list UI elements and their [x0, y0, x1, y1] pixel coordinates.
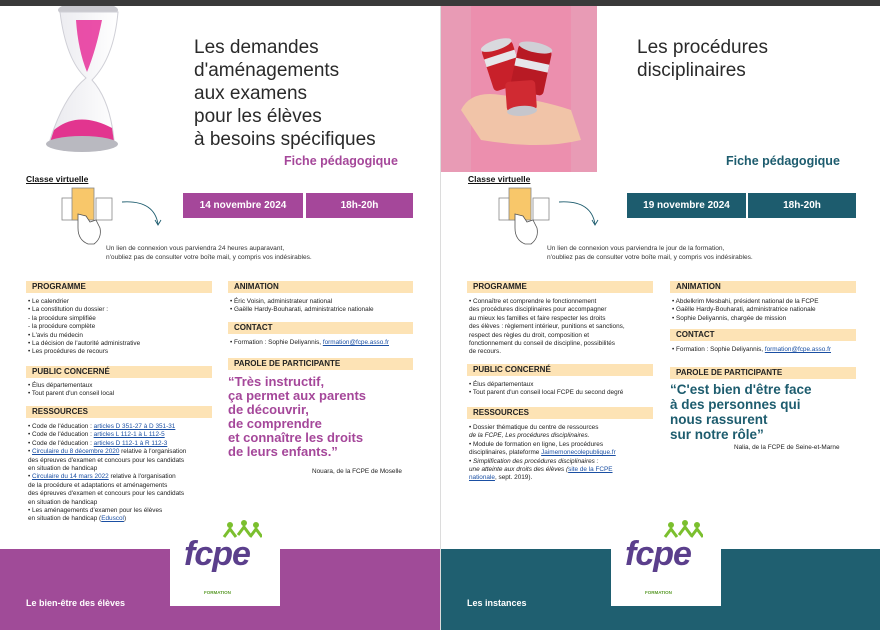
list-item [28, 482, 186, 490]
item-text: relative à l'organisation [119, 448, 187, 456]
connection-note-line: n'oubliez pas de consulter votre boîte mail, y compris vos indésirables. [547, 254, 753, 261]
item-text: en situation de handicap ( [28, 515, 102, 523]
contact-header: CONTACT [228, 322, 413, 334]
connection-note-line: Un lien de connexion vous parviendra le jour de la formation, [547, 245, 725, 252]
list-item: - la procédure complète [28, 323, 96, 331]
list-item: • Connaître et comprendre le fonctionnement [469, 298, 597, 305]
quote-line: “C'est bien d'être face [670, 382, 812, 397]
fiche-label: Fiche pédagogique [726, 154, 840, 168]
contact-header: CONTACT [670, 329, 856, 341]
logo-subtitle: FORMATION [204, 590, 231, 595]
list-item [28, 465, 186, 473]
list-item: • Élus départementaux [28, 382, 93, 389]
list-item [28, 473, 186, 481]
hourglass-image [14, 6, 134, 160]
classe-virtuelle-label: Classe virtuelle [468, 174, 531, 184]
quote-line: nous rassurent [670, 412, 768, 427]
animation-header: ANIMATION [670, 281, 856, 293]
date-box: 14 novembre 2024 [183, 193, 303, 218]
time-box: 18h-20h [306, 193, 413, 218]
title-line: aux examens [194, 83, 308, 104]
list-item [28, 448, 186, 456]
contact-text: • Formation : Sophie Deliyannis, [230, 339, 323, 346]
item-text: , sept. 2019). [494, 474, 533, 482]
quote-attribution: Nouara, de la FCPE de Moselle [312, 468, 402, 475]
item-text: • [28, 448, 33, 456]
title-line: à besoins spécifiques [194, 129, 376, 150]
classe-virtuelle-label: Classe virtuelle [26, 174, 89, 184]
item-text: • Les aménagements d'examen pour les élèves [28, 507, 163, 515]
item-text: • Code de l'éducation : [28, 423, 94, 430]
contact-text: • Formation : Sophie Deliyannis, [672, 346, 765, 353]
list-item [28, 457, 186, 465]
quote-line: de comprendre [228, 416, 322, 431]
contact-email-link[interactable]: formation@fcpe.asso.fr [322, 339, 389, 346]
list-item [28, 499, 186, 507]
item-text: en situation de handicap [28, 498, 98, 506]
list-item: • Élus départementaux [469, 381, 534, 388]
list-item: • Le calendrier [28, 298, 69, 305]
list-item: au mieux les familles et faire respecter les droits [469, 314, 606, 322]
resource-link[interactable]: Circulaire du 14 mars 2022 [32, 473, 109, 481]
logo-wordmark: fcpe [184, 535, 250, 573]
crushed-cans-image [441, 6, 597, 172]
contact-line [672, 346, 831, 354]
fcpe-logo [611, 511, 721, 606]
programme-list [469, 298, 625, 357]
connection-note-line: n'oubliez pas de consulter votre boîte mail, y compris vos indésirables. [106, 254, 312, 261]
list-item [28, 431, 186, 439]
title-line: disciplinaires [637, 60, 746, 81]
contact-line [230, 339, 389, 347]
item-text: • Code de l'éducation : [28, 439, 94, 447]
list-item [28, 490, 186, 498]
fcpe-logo [170, 511, 280, 606]
ressources-list [469, 424, 616, 483]
list-item: fonctionnement du conseil de discipline, possibilités [469, 340, 616, 348]
list-item [28, 507, 186, 515]
public-list [28, 382, 114, 399]
participant-quote [670, 382, 811, 442]
item-text: • Code de l'éducation : [28, 431, 94, 439]
programme-header: PROGRAMME [467, 281, 653, 293]
list-item [28, 423, 186, 431]
list-item [469, 474, 616, 482]
participant-quote [228, 375, 366, 459]
quote-attribution: Nalia, de la FCPE de Seine-et-Marne [734, 444, 840, 451]
connection-note [106, 244, 312, 262]
page-title [194, 36, 376, 151]
list-item: • Abdelkrim Mesbahi, président national de la FCPE [672, 298, 819, 305]
list-item [28, 515, 186, 523]
fiche-label: Fiche pédagogique [284, 154, 398, 168]
item-text: des épreuves d'examen et concours pour les candidats [28, 456, 185, 464]
programme-list [28, 298, 140, 357]
item-text: • [28, 473, 33, 481]
list-item: • Gaëlle Hardy-Bouharati, administratrice nationale [672, 306, 816, 314]
resource-link[interactable]: site de la FCPE [568, 466, 613, 474]
list-item [28, 440, 186, 448]
parole-header: PAROLE DE PARTICIPANTE [228, 358, 413, 370]
list-item: • Gaëlle Hardy-Bouharati, administratrice nationale [230, 306, 374, 314]
item-text: en situation de handicap [28, 465, 98, 473]
quote-line: à des personnes qui [670, 397, 801, 412]
animation-list [230, 298, 374, 315]
resource-link[interactable]: nationale [469, 474, 495, 482]
footer-label: Les instances [467, 598, 527, 608]
resource-link[interactable]: Jaimemonecolepublique.fr [541, 449, 616, 457]
list-item: • La décision de l'autorité administrative [28, 340, 141, 348]
list-item: • L'avis du médecin [28, 331, 83, 339]
connection-note-line: Un lien de connexion vous parviendra 24 heures auparavant, [106, 245, 285, 252]
animation-header: ANIMATION [228, 281, 413, 293]
resource-link[interactable]: Circulaire du 8 décembre 2020 [32, 448, 120, 456]
resource-link[interactable]: articles L 112-1 à L 112-5 [93, 431, 165, 439]
list-item: - la procédure simplifiée [28, 314, 96, 322]
ressources-header: RESSOURCES [467, 407, 653, 419]
logo-subtitle: FORMATION [645, 590, 672, 595]
logo-wordmark: fcpe [625, 535, 691, 573]
list-item: respect des règles du droit, composition et [469, 331, 590, 339]
title-line: Les demandes [194, 37, 319, 58]
list-item [469, 432, 616, 440]
connection-note [547, 244, 753, 262]
time-box: 18h-20h [748, 193, 856, 218]
date-box: 19 novembre 2024 [627, 193, 746, 218]
list-item: des procédures disciplinaires pour accompagner [469, 306, 607, 314]
resource-link[interactable]: articles D 351-27 à D 351-31 [93, 423, 176, 430]
list-item: de recours. [469, 348, 501, 356]
quote-line: sur notre rôle” [670, 427, 764, 442]
left-page [0, 6, 440, 630]
quote-line: “Très instructif, [228, 374, 325, 389]
list-item: • Tout parent d'un conseil local [28, 390, 115, 398]
item-text: • Dossier thématique du centre de ressources [469, 424, 599, 431]
programme-header: PROGRAMME [26, 281, 212, 293]
contact-email-link[interactable]: formation@fcpe.asso.fr [764, 346, 831, 353]
item-text: • Module de formation en ligne, Les procédures [469, 440, 604, 448]
animation-list [672, 298, 818, 323]
item-text: relative à l'organisation [108, 473, 176, 481]
title-line: d'aménagements [194, 60, 340, 81]
parole-header: PAROLE DE PARTICIPANTE [670, 367, 856, 379]
quote-line: de découvrir, [228, 402, 309, 417]
quote-line: et connaître les droits [228, 430, 364, 445]
item-text: une atteinte aux droits des élèves ( [469, 466, 569, 474]
footer-label: Le bien-être des élèves [26, 598, 126, 608]
page-title [637, 36, 768, 82]
ressources-list [28, 423, 186, 524]
public-header: PUBLIC CONCERNÉ [467, 364, 653, 376]
item-text: de la FCPE, Les procédures disciplinaires. [469, 432, 590, 440]
list-item: • La constitution du dossier : [28, 306, 109, 314]
quote-line: ça permet aux parents [228, 388, 367, 403]
list-item: • Les procédures de recours [28, 348, 109, 356]
list-item: des élèves : règlement intérieur, punitions et sanctions, [469, 323, 625, 331]
list-item: • Sophie Deliyannis, chargée de mission [672, 314, 787, 322]
list-item [469, 466, 616, 474]
title-line: pour les élèves [194, 106, 322, 127]
item-text: disciplinaires, plateforme [469, 449, 542, 457]
resource-link[interactable]: Eduscol [101, 515, 124, 523]
list-item [469, 458, 616, 466]
quote-line: de leurs enfants.” [228, 444, 338, 459]
right-page [441, 6, 880, 630]
item-text: • Simplification des procédures disciplinaires : [469, 457, 599, 465]
list-item [469, 449, 616, 457]
list-item: • Tout parent d'un conseil local FCPE du second degré [469, 389, 624, 397]
list-item [469, 424, 616, 432]
title-line: Les procédures [637, 37, 768, 58]
item-text: de la procédure et adaptations et aménagements [28, 481, 168, 489]
item-text: des épreuves d'examen et concours pour les candidats [28, 490, 185, 498]
list-item [469, 441, 616, 449]
resource-link[interactable]: articles D 112-1 à R 112-3 [93, 439, 168, 447]
public-header: PUBLIC CONCERNÉ [26, 366, 212, 378]
list-item: • Éric Voisin, administrateur national [230, 298, 333, 305]
ressources-header: RESSOURCES [26, 406, 212, 418]
item-text: ) [123, 515, 127, 523]
public-list [469, 381, 623, 398]
